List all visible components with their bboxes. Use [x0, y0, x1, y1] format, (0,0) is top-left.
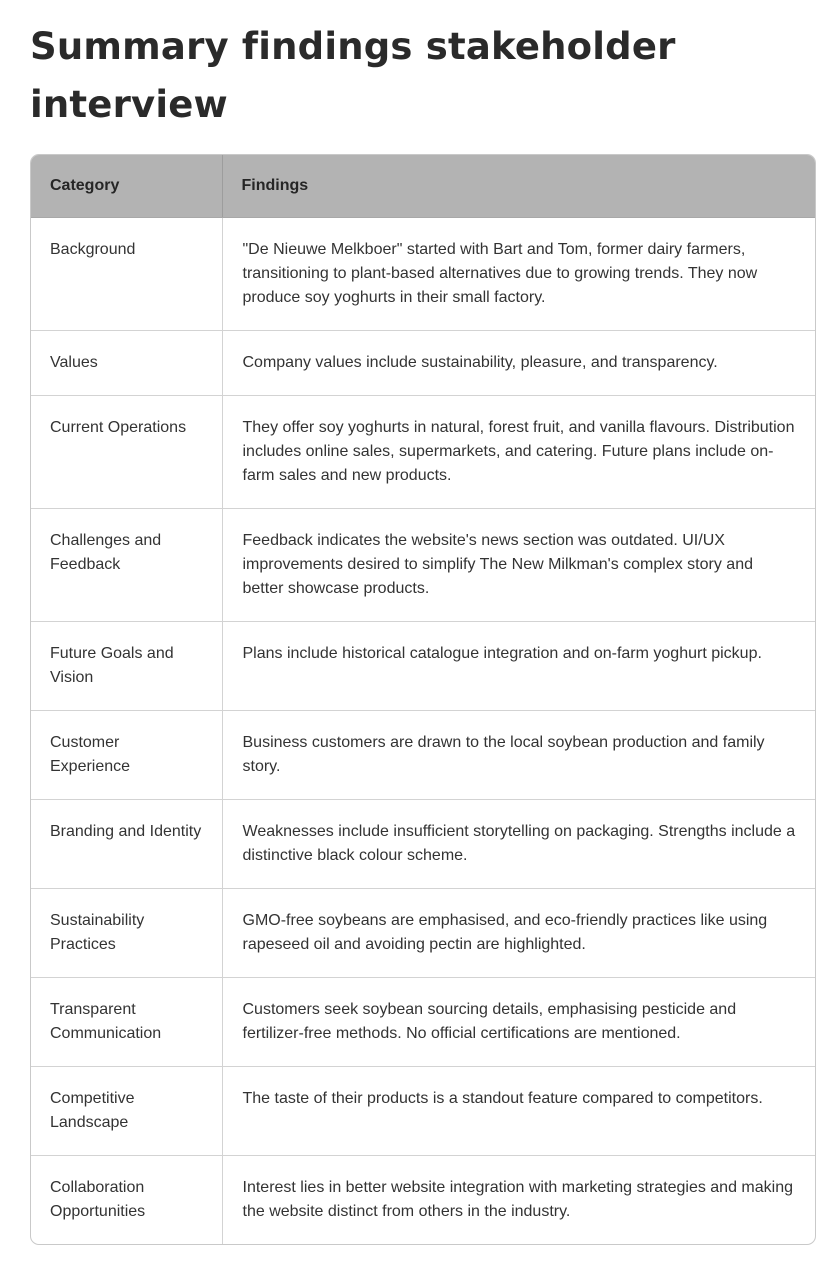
table-row: [31, 978, 815, 1067]
category-cell: Branding and Identity: [31, 800, 222, 889]
column-header-category: Category: [31, 155, 222, 218]
category-cell: Sustainability Practices: [31, 889, 222, 978]
table-body: [31, 218, 815, 1245]
table-row: [31, 509, 815, 622]
column-header-findings: Findings: [222, 155, 815, 218]
category-cell: Customer Experience: [31, 711, 222, 800]
category-cell: Challenges and Feedback: [31, 509, 222, 622]
findings-table: [31, 155, 815, 1244]
table-row: [31, 396, 815, 509]
findings-cell: Company values include sustainability, pleasure, and transparency.: [222, 331, 815, 396]
findings-cell: They offer soy yoghurts in natural, forest fruit, and vanilla flavours. Distribution includes online sales, supermarkets, and catering. Future plans include on-farm sales and new products.: [222, 396, 815, 509]
table-header: [31, 155, 815, 218]
category-cell: Collaboration Opportunities: [31, 1156, 222, 1245]
findings-cell: Customers seek soybean sourcing details, emphasising pesticide and fertilizer-free methods. No official certifications are mentioned.: [222, 978, 815, 1067]
findings-cell: The taste of their products is a standout feature compared to competitors.: [222, 1067, 815, 1156]
table-row: [31, 331, 815, 396]
findings-cell: GMO-free soybeans are emphasised, and eco-friendly practices like using rapeseed oil and avoiding pectin are highlighted.: [222, 889, 815, 978]
category-cell: Values: [31, 331, 222, 396]
table-row: [31, 889, 815, 978]
table-row: [31, 1156, 815, 1245]
findings-cell: Feedback indicates the website's news section was outdated. UI/UX improvements desired to simplify The New Milkman's complex story and better showcase products.: [222, 509, 815, 622]
findings-cell: Business customers are drawn to the local soybean production and family story.: [222, 711, 815, 800]
findings-cell: "De Nieuwe Melkboer" started with Bart and Tom, former dairy farmers, transitioning to plant-based alternatives due to growing trends. They now produce soy yoghurts in their small factory.: [222, 218, 815, 331]
category-cell: Background: [50, 241, 136, 258]
table-row: [31, 1067, 815, 1156]
category-cell: Future Goals and Vision: [31, 622, 222, 711]
page-title: Summary findings stakeholder interview: [30, 25, 676, 126]
table-row: [31, 800, 815, 889]
findings-cell: Plans include historical catalogue integration and on-farm yoghurt pickup.: [222, 622, 815, 711]
findings-cell: Interest lies in better website integration with marketing strategies and making the website distinct from others in the industry.: [222, 1156, 815, 1245]
table-row: [31, 622, 815, 711]
category-cell: Current Operations: [31, 396, 222, 509]
table-row: [31, 218, 815, 331]
findings-table-container: [30, 154, 816, 1245]
table-row: [31, 711, 815, 800]
findings-cell: Weaknesses include insufficient storytelling on packaging. Strengths include a distinctive black colour scheme.: [222, 800, 815, 889]
category-cell: Competitive Landscape: [31, 1067, 222, 1156]
category-cell: Transparent Communication: [31, 978, 222, 1067]
table-header-row: [31, 155, 815, 218]
